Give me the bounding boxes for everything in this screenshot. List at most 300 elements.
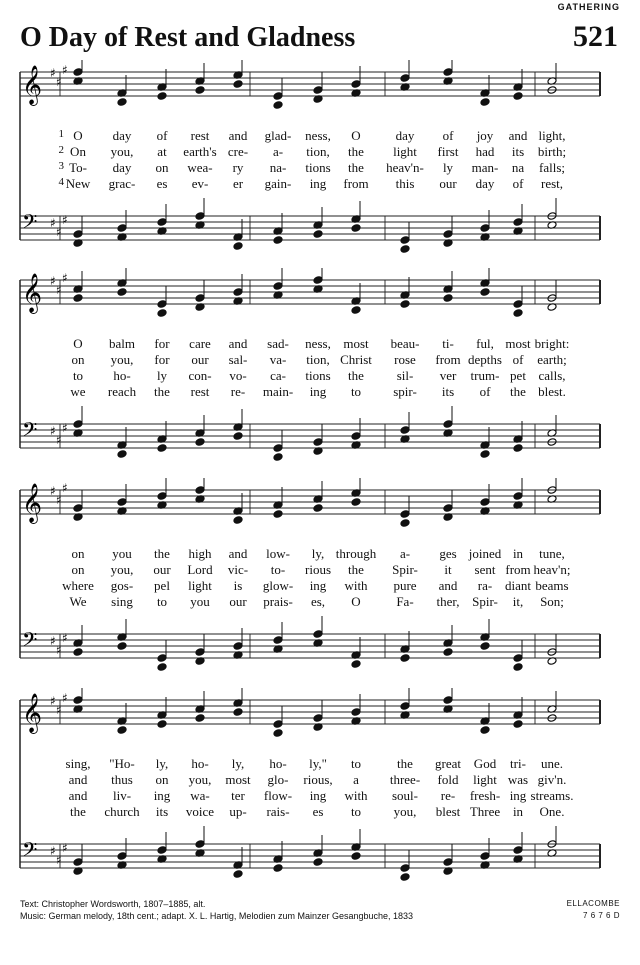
lyric-syllable: rest [190,384,210,399]
lyric-syllable: ra- [477,578,493,593]
treble-clef-icon: 𝄞 [22,65,43,105]
sharp-icon: ♯ [62,841,68,855]
notehead [313,714,323,723]
lyric-syllable: rest [190,128,210,143]
notehead [480,642,490,651]
lyric-syllable: to [350,804,362,819]
lyric-line [0,336,640,352]
lyric-syllable: heav'n; [533,562,571,577]
notehead [313,438,323,447]
sharp-icon: ♯ [62,631,68,645]
lyric-syllable: it, [512,594,524,609]
lyric-syllable: ly," [309,756,327,771]
lyric-syllable: on [71,352,85,367]
sharp-icon: ♯ [56,493,62,507]
sharp-icon: ♯ [50,694,56,708]
lyric-line [0,144,640,160]
system-4 [0,688,640,893]
notehead [480,852,490,861]
notehead [400,864,410,873]
lyric-syllable: ther, [436,594,460,609]
sharp-icon: ♯ [50,424,56,438]
lyric-syllable: most [505,336,531,351]
lyric-syllable: glad- [264,128,292,143]
notehead [400,519,410,528]
lyric-syllable: glo- [267,772,289,787]
notehead [157,492,167,501]
lyric-syllable: the [397,756,413,771]
lyric-syllable: for [154,352,170,367]
lyric-syllable: er [232,176,244,191]
lyric-syllable: ing [309,788,327,803]
lyric-syllable: To- [69,160,87,175]
lyric-syllable: the [510,384,526,399]
lyric-syllable: es [312,804,324,819]
notehead [480,450,490,459]
notehead [400,236,410,245]
lyric-syllable: care [189,336,211,351]
notehead [313,504,323,513]
lyric-syllable: the [70,804,86,819]
tune-name: ELLACOMBE [566,899,620,908]
notehead [443,648,453,657]
sharp-icon: ♯ [56,75,62,89]
notehead [313,86,323,95]
notehead [233,80,243,89]
bass-clef-icon: 𝄢 [22,418,38,446]
hymn-number: 521 [573,20,618,53]
lyric-syllable: sing, [65,756,91,771]
lyric-line [0,368,640,384]
notehead [273,729,283,738]
sharp-icon: ♯ [50,844,56,858]
lyric-syllable: falls; [539,160,565,175]
lyric-syllable: the [348,368,364,383]
section-label: GATHERING [557,2,620,12]
lyric-syllable: light [393,144,417,159]
lyric-syllable: glow- [262,578,294,593]
lyric-line [0,352,640,368]
lyric-syllable: Spir- [392,562,418,577]
lyric-syllable: bright: [534,336,570,351]
lyric-syllable: a- [272,144,284,159]
lyric-syllable: birth; [537,144,567,159]
lyric-syllable: soul- [392,788,418,803]
lyric-syllable: it [444,562,452,577]
lyric-syllable: of [512,352,524,367]
lyric-syllable: a [353,772,359,787]
lyric-syllable: O [351,594,361,609]
lyric-syllable: ing [153,788,171,803]
lyric-syllable: you [112,546,132,561]
notehead [443,420,453,429]
lyric-syllable: the [154,384,170,399]
sharp-icon: ♯ [62,481,68,495]
lyric-syllable: is [233,578,243,593]
lyric-syllable: sad- [267,336,289,351]
lyric-syllable: up- [229,804,247,819]
lyric-syllable: wa- [190,788,210,803]
notehead [117,498,127,507]
lyric-syllable: was [507,772,529,787]
lyric-syllable: the [154,546,170,561]
lyric-syllable: thus [111,772,133,787]
lyric-syllable: diant [505,578,531,593]
lyric-syllable: ly, [155,756,169,771]
lyric-line [0,772,640,788]
notehead [443,696,453,705]
notehead [73,858,83,867]
lyric-syllable: earth; [537,352,567,367]
lyric-syllable: and [228,336,248,351]
lyric-syllable: of [512,176,524,191]
lyric-syllable: rais- [266,804,290,819]
lyric-syllable: you, [393,804,417,819]
system-2 [0,268,640,473]
lyric-syllable: the [348,144,364,159]
verse-number: 4 [58,176,64,188]
lyric-syllable: blest. [538,384,566,399]
lyric-syllable: tune, [539,546,565,561]
lyric-syllable: of [442,128,454,143]
lyric-syllable: pet [510,368,526,383]
lyric-syllable: with [344,788,368,803]
notehead [480,726,490,735]
notehead [233,432,243,441]
notehead [513,309,523,318]
notehead [400,654,410,663]
lyric-syllable: giv'n. [537,772,567,787]
notehead [195,212,205,221]
lyric-syllable: tion, [306,144,330,159]
notehead [73,696,83,705]
lyric-syllable: ev- [191,176,209,191]
sharp-icon: ♯ [50,484,56,498]
lyric-syllable: we [70,384,86,399]
notehead [273,282,283,291]
notehead [233,870,243,879]
lyric-syllable: cre- [227,144,249,159]
notehead [351,306,361,315]
lyric-syllable: liv- [112,788,132,803]
lyric-syllable: its [441,384,455,399]
notehead [157,309,167,318]
lyric-syllable: day [112,128,132,143]
lyric-syllable: to [72,368,84,383]
lyric-syllable: ly, [311,546,325,561]
notehead [233,642,243,651]
notehead [400,426,410,435]
notehead [117,852,127,861]
lyric-syllable: most [225,772,251,787]
notehead [480,288,490,297]
lyric-syllable: and [68,788,88,803]
notehead [351,80,361,89]
lyric-syllable: at [157,144,167,159]
lyric-syllable: Son; [540,594,564,609]
lyric-syllable: depths [468,352,502,367]
notehead [195,86,205,95]
lyric-syllable: O [73,128,83,143]
lyric-syllable: voice [185,804,215,819]
notehead [73,230,83,239]
lyric-syllable: tion, [306,352,330,367]
lyric-syllable: rose [394,352,416,367]
lyric-syllable: and [228,546,248,561]
lyric-syllable: une. [540,756,564,771]
lyric-syllable: ver [439,368,457,383]
lyric-line [0,384,640,400]
notehead [195,840,205,849]
lyric-syllable: ho- [269,756,287,771]
sharp-icon: ♯ [62,63,68,77]
sharp-icon: ♯ [56,225,62,239]
sharp-icon: ♯ [56,433,62,447]
lyric-syllable: day [395,128,415,143]
lyric-line [0,788,640,804]
lyric-syllable: ful, [476,336,494,351]
notehead [513,492,523,501]
bass-clef-icon: 𝄢 [22,838,38,866]
hymn-title: O Day of Rest and Gladness [20,22,356,53]
lyric-syllable: pure [393,578,417,593]
sharp-icon: ♯ [62,421,68,435]
sharp-icon: ♯ [50,66,56,80]
notehead [313,230,323,239]
lyric-syllable: had [475,144,495,159]
notehead [351,708,361,717]
notehead [351,498,361,507]
lyric-syllable: you, [188,772,212,787]
lyric-syllable: fold [437,772,459,787]
lyric-syllable: our [229,594,247,609]
lyric-line [0,128,640,144]
treble-clef-icon: 𝄞 [22,693,43,733]
lyric-syllable: you [190,594,210,609]
verse-number: 2 [58,144,64,156]
lyric-syllable: vo- [229,368,247,383]
notehead [443,858,453,867]
notehead [313,858,323,867]
sharp-icon: ♯ [56,283,62,297]
lyric-syllable: the [348,160,364,175]
lyric-syllable: On [70,144,86,159]
system-3 [0,478,640,683]
lyric-syllable: ca- [270,368,286,383]
lyric-syllable: through [335,546,377,561]
lyric-syllable: great [435,756,461,771]
notehead [513,654,523,663]
notehead [157,92,167,101]
sharp-icon: ♯ [62,213,68,227]
lyric-syllable: ho- [191,756,209,771]
lyric-syllable: ly, [231,756,245,771]
lyric-syllable: calls, [538,368,566,383]
lyric-syllable: ness, [305,336,331,351]
sharp-icon: ♯ [56,643,62,657]
lyric-syllable: flow- [263,788,293,803]
notehead [233,242,243,251]
tune-info [567,898,620,922]
notehead [157,654,167,663]
lyric-syllable: reach [107,384,137,399]
notehead [157,663,167,672]
lyric-syllable: earth's [183,144,217,159]
lyric-syllable: for [154,336,170,351]
lyric-syllable: Three [469,804,501,819]
lyric-line [0,756,640,772]
lyric-syllable: One. [539,804,565,819]
lyric-syllable: ing [309,578,327,593]
lyric-syllable: O [73,336,83,351]
lyric-syllable: to- [270,562,286,577]
lyric-syllable: day [475,176,495,191]
lyric-syllable: a- [399,546,411,561]
lyric-syllable: and [438,578,458,593]
lyric-syllable: beams [535,578,569,593]
lyric-syllable: and [508,128,528,143]
notehead [73,504,83,513]
lyric-syllable: ly [442,160,454,175]
sharp-icon: ♯ [50,634,56,648]
lyric-syllable: New [65,176,91,191]
lyric-syllable: our [439,176,457,191]
notehead [480,498,490,507]
lyric-syllable: sent [474,562,496,577]
lyric-syllable: sil- [396,368,414,383]
lyric-syllable: day [112,160,132,175]
lyric-line [0,160,640,176]
lyric-syllable: blest [435,804,461,819]
notehead [73,68,83,77]
lyric-syllable: light, [538,128,566,143]
lyric-line [0,546,640,562]
lyric-syllable: first [437,144,459,159]
lyric-syllable: joy [476,128,494,143]
lyric-syllable: ges [439,546,457,561]
notehead [157,444,167,453]
lyric-syllable: rious, [303,772,333,787]
bass-clef-icon: 𝄢 [22,628,38,656]
lyric-syllable: the [348,562,364,577]
lyric-syllable: joined [468,546,502,561]
lyric-syllable: ness, [305,128,331,143]
lyric-syllable: re- [230,384,246,399]
lyric-syllable: Fa- [396,594,414,609]
notehead [157,846,167,855]
lyric-syllable: high [188,546,212,561]
notehead [313,276,323,285]
lyric-syllable: you, [110,352,134,367]
notehead [157,300,167,309]
lyric-syllable: three- [389,772,421,787]
notehead [513,92,523,101]
notehead [513,846,523,855]
lyric-syllable: We [69,594,87,609]
lyric-syllable: ing [309,384,327,399]
lyric-syllable: our [191,352,209,367]
notehead [233,288,243,297]
notehead [117,98,127,107]
lyric-syllable: rious [305,562,331,577]
notehead [443,230,453,239]
lyric-syllable: gos- [110,578,134,593]
lyric-syllable: on [155,160,169,175]
notehead [273,236,283,245]
lyric-syllable: sing [111,594,133,609]
notehead [273,720,283,729]
lyric-syllable: prais- [263,594,293,609]
lyric-syllable: streams. [530,788,574,803]
notehead [195,486,205,495]
lyric-syllable: ing [509,788,527,803]
lyric-syllable: man- [471,160,499,175]
bass-clef-icon: 𝄢 [22,210,38,238]
sharp-icon: ♯ [62,691,68,705]
notehead [195,294,205,303]
notehead [400,873,410,882]
notehead [157,218,167,227]
lyric-syllable: and [68,772,88,787]
lyric-syllable: re- [440,788,456,803]
notehead [480,98,490,107]
lyric-syllable: on [155,772,169,787]
lyric-syllable: na [511,160,525,175]
lyric-syllable: in [512,804,524,819]
lyric-syllable: Christ [340,352,372,367]
notehead [400,510,410,519]
lyric-syllable: "Ho- [109,756,135,771]
notehead [400,300,410,309]
notehead [513,663,523,672]
lyric-syllable: tions [305,160,331,175]
lyric-syllable: ing [309,176,327,191]
notehead [117,726,127,735]
lyric-syllable: ter [231,788,245,803]
notehead [273,101,283,110]
lyric-syllable: where [62,578,94,593]
lyric-line [0,562,640,578]
sharp-icon: ♯ [50,216,56,230]
lyric-syllable: con- [188,368,212,383]
lyric-syllable: va- [269,352,287,367]
treble-clef-icon: 𝄞 [22,483,43,523]
sharp-icon: ♯ [56,853,62,867]
notehead [117,224,127,233]
lyric-syllable: ly [156,368,168,383]
lyric-syllable: to [350,756,362,771]
notehead [73,294,83,303]
notehead [513,300,523,309]
notehead [351,432,361,441]
lyric-syllable: ho- [113,368,131,383]
lyric-syllable: ry [232,160,244,175]
sharp-icon: ♯ [50,274,56,288]
lyric-syllable: pel [154,578,170,593]
lyric-syllable: vic- [227,562,249,577]
notehead [400,245,410,254]
lyric-line [0,578,640,594]
lyric-syllable: God [473,756,497,771]
lyric-syllable: its [155,804,169,819]
notehead [513,218,523,227]
notehead [351,224,361,233]
verse-number: 1 [58,128,64,140]
notehead [273,444,283,453]
lyric-syllable: spir- [393,384,417,399]
verse-number: 3 [58,160,64,172]
notehead [443,504,453,513]
